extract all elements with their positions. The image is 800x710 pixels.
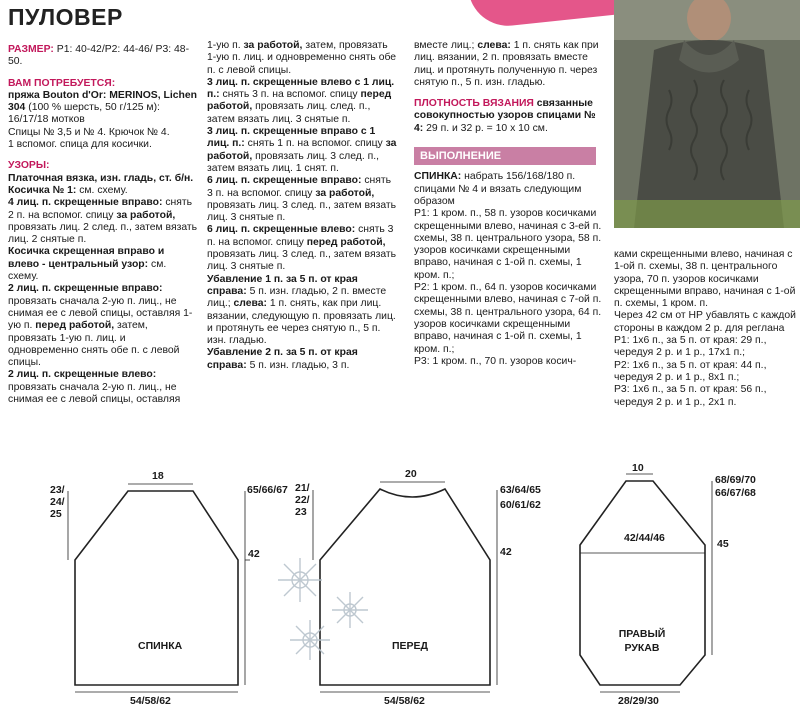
cable-4-text2: провязать лиц. 3 след. п., затем вязать лиц. 3 снятые п. (207, 199, 397, 224)
decrease-2-bold: Убавление 2 п. за 5 п. от края справа: (207, 347, 358, 371)
cable-2-bold2: перед работой, (207, 89, 392, 113)
back-top-label: 18 (152, 470, 164, 482)
front-name-label: ПЕРЕД (392, 640, 429, 652)
front-left-label: 21/ 22/ 23 (295, 482, 310, 518)
cable-5-bold: 6 лиц. п. скрещенные влево: (207, 224, 356, 236)
cable-3-text: снять 1 п. на вспомог. спицу (247, 138, 383, 150)
size-r3: Р3: 1 кром. п., 70 п. узоров косич- (414, 355, 577, 367)
pattern-2-bold: Косичка № 1: (8, 184, 77, 196)
pattern-1-bold: Платочная вязка, изн. гладь, ст. б/н. (8, 172, 194, 184)
front-outline (320, 489, 490, 685)
pattern-5-bold: 2 лиц. п. скрещенные вправо: (8, 283, 163, 295)
pattern-2 (8, 185, 198, 197)
decrease-2-cont (414, 40, 604, 89)
decrease-2 (207, 347, 399, 372)
back-left-label: 23/ 24/ 25 (50, 484, 65, 520)
back-text: набрать 156/168/180 п. спицами № 4 и вязать следующим образом (414, 171, 582, 207)
pattern-1 (8, 173, 198, 185)
size-section (8, 44, 198, 69)
decrease-1-bold: Убавление 1 п. за 5 п. от края справа: (207, 273, 358, 297)
cable-3 (207, 126, 399, 175)
execution-band: ВЫПОЛНЕНИЕ (414, 147, 596, 165)
cable-2-text2: провязать лиц. след. п., затем вязать лиц. 3 снятые п. (207, 101, 371, 125)
cable-2-text: снять 3 п. на вспомог. спицу (222, 89, 358, 101)
pattern-6-bold: 2 лиц. п. скрещенные влево: (8, 369, 157, 381)
instructions-column-3 (414, 40, 604, 368)
pattern-3-text2: провязать лиц. 2 след. п., затем вязать лиц. 2 снятые п. (8, 221, 198, 246)
pattern-3-bold2: за работой, (116, 209, 176, 221)
pattern-5-text: провязать сначала 2-ую п. лиц., не снимая ее с левой спицы, оставляя 1-ую п. (8, 295, 193, 332)
sleeve-right-top1-label: 68/69/70 (715, 474, 756, 486)
sweater-photo-illustration (614, 0, 800, 228)
cable-4-bold: 6 лиц. п. скрещенные вправо: (207, 175, 362, 187)
sleeve-bottom-label: 28/29/30 (618, 695, 659, 707)
cont-1-bold: за работой, (243, 40, 303, 51)
cable-3-bold: 3 лиц. п. скрещенные вправо с 1 лиц. п.: (207, 126, 376, 150)
cont-1-text2: затем, провязать 1-ую п. лиц. и одновременно снять обе п. с левой спицы. (207, 40, 397, 76)
pattern-6-text: провязать сначала 2-ую п. лиц., не снимая ее с левой спицы, оставляя (8, 381, 181, 406)
back-bold: СПИНКА: (414, 171, 462, 183)
back-outline (75, 491, 238, 685)
size-label: РАЗМЕР: (8, 44, 54, 55)
decrease-1 (207, 274, 399, 348)
pattern-5-text2: затем, провязать 1-ую п. лиц. и одновременно снять обе п. с левой спицы. (8, 320, 180, 369)
raglan-r1: Р1: 1х6 п., за 5 п. от края: 29 п., чередуя 2 р. и 1 р., 17х1 п.; (614, 335, 767, 359)
cable-2-bold: 3 лиц. п. скрещенные влево с 1 лиц. п.: (207, 76, 395, 101)
schematics-svg (0, 460, 800, 710)
schematics-area (0, 460, 800, 710)
sleeve-name-label: ПРАВЫЙ РУКАВ (618, 628, 666, 654)
back-right-top-label: 65/66/67 (247, 484, 288, 496)
pattern-4 (8, 246, 198, 283)
cable-4 (207, 175, 399, 224)
raglan-r2: Р2: 1х6 п., за 5 п. от края: 44 п., чередуя 2 р. и 1 р., 8х1 п.; (614, 359, 767, 383)
density-label: ПЛОТНОСТЬ ВЯЗАНИЯ (414, 98, 534, 110)
pattern-3-bold: 4 лиц. п. скрещенные вправо: (8, 197, 163, 209)
front-bottom-label: 54/58/62 (384, 695, 425, 707)
pattern-2-text: см. схему. (79, 184, 128, 196)
decrease-1-bold2: слева: (233, 298, 267, 310)
pattern-3-text: снять 2 п. на вспомог. спицу (8, 197, 193, 221)
snowflake-decoration (278, 558, 368, 660)
back-right-side-label: 42 (248, 548, 260, 560)
back-name-label: СПИНКА (138, 640, 183, 652)
decorative-pink-shape (468, 0, 621, 30)
sleeve-width-label: 42/44/46 (624, 532, 665, 544)
cont-1 (207, 40, 399, 77)
raglan-r3: Р3: 1х6 п., за 5 п. от края: 56 п., чередуя 2 р. и 1 р., 2х1 п. (614, 384, 767, 408)
decrease-1-text: 5 п. изн. гладью, 2 п. вместе лиц.; (207, 285, 387, 310)
density-section (414, 98, 604, 135)
size-r3-cont: ками скрещенными влево, начиная с 1-ой п. схемы, 38 п. центрального узора, 70 п. узоров косичками скрещенными вправо, начиная с 1-ой п. схемы, 1 кром. п. (614, 249, 796, 310)
density-text: 29 п. и 32 р. = 10 х 10 см. (426, 122, 548, 134)
decrease-1-text2: 1 п. снять, как при лиц. вязании, следующую п. провязать лиц. и протянуть ее через снятую п., 5 п. изн. гладью. (207, 298, 396, 347)
size-text: Р1: 40-42/Р2: 44-46/ Р3: 48-50. (8, 44, 190, 68)
cable-3-bold2: за работой, (207, 138, 397, 162)
cable-3-text2: провязать лиц. 3 след. п., затем вязать лиц. 1 снят. п. (207, 150, 379, 174)
decrease-2-text: 5 п. изн. гладью, 3 п. (249, 359, 350, 371)
front-right-top1-label: 63/64/65 (500, 484, 541, 496)
cable-5-text2: провязать лиц. 3 след. п., затем вязать лиц. 3 снятые п. (207, 249, 397, 273)
sleeve-top-label: 10 (632, 462, 644, 474)
yarn-bold: пряжа Bouton d'Or: MERINOS, Lichen 304 (8, 89, 197, 114)
cont-1-text: 1-ую п. (207, 40, 241, 51)
size-r1: Р1: 1 кром. п., 58 п. узоров косичками скрещенными влево, начиная с 3-ей п. схемы, 38 п. центрального узора, 58 п. узоров косичками скрещенными вправо, начиная с 1-ой п. схемы, 1 кром. п.; (414, 208, 602, 281)
cable-5-text: снять 3 п. на вспомог. спицу (207, 224, 394, 248)
yarn-text (8, 90, 198, 127)
decrease-2-cont-text2: 1 п. снять как при лиц. вязании, 2 п. провязать вместе лиц. и протянуть полученную п. через снятую п., 5 п. изн. гладью. (414, 40, 599, 88)
front-right-side-label: 42 (500, 546, 512, 558)
front-top-label: 20 (405, 468, 417, 480)
sleeve-right-top2-label: 66/67/68 (715, 487, 756, 499)
instructions-column-1 (8, 44, 198, 406)
pattern-3 (8, 197, 198, 246)
back-intro (414, 171, 604, 208)
pattern-4-text: см. схему. (8, 258, 167, 283)
yarn-details: (100 % шерсть, 50 г/125 м): 16/17/18 мотков (8, 102, 160, 126)
size-r2: Р2: 1 кром. п., 64 п. узоров косичками скрещенными влево, начиная с 7-ой п. схемы, 38 п. центрального узора, 64 п. узоров косичками скрещенными вправо, начиная с 1-ой п. схемы, 1 кром. п.; (414, 282, 602, 355)
needles-text: Спицы № 3,5 и № 4. Крючок № 4. (8, 126, 170, 138)
front-right-top2-label: 60/61/62 (500, 499, 541, 511)
pattern-4-bold: Косичка скрещенная вправо и влево - центральный узор: (8, 246, 165, 270)
aux-needle-text: 1 вспомог. спица для косички. (8, 139, 152, 151)
raglan-text: Через 42 см от НР убавлять с каждой стороны в каждом 2 р. для реглана (614, 310, 796, 334)
density-bold: связанные совокупностью узоров спицами № 4: (414, 98, 596, 134)
pattern-6 (8, 369, 198, 406)
pattern-5 (8, 283, 198, 369)
back-bottom-label: 54/58/62 (130, 695, 171, 707)
cable-4-bold2: за работой, (315, 187, 375, 199)
decrease-2-cont-text: вместе лиц.; (414, 40, 475, 51)
cable-2 (207, 77, 399, 126)
cable-4-text: снять 3 п. на вспомог. спицу (207, 175, 392, 199)
sleeve-right-side-label: 45 (717, 538, 729, 550)
instructions-column-2 (207, 40, 399, 372)
page-title: ПУЛОВЕР (8, 4, 123, 30)
sweater-photo (614, 0, 800, 228)
patterns-label: УЗОРЫ: (8, 160, 50, 172)
cable-5-bold2: перед работой, (306, 236, 386, 248)
instructions-column-4 (614, 249, 800, 409)
materials-label: ВАМ ПОТРЕБУЕТСЯ: (8, 77, 116, 89)
pattern-5-bold2: перед работой, (35, 320, 115, 332)
decrease-2-cont-bold: слева: (477, 40, 511, 51)
cable-5 (207, 224, 399, 273)
